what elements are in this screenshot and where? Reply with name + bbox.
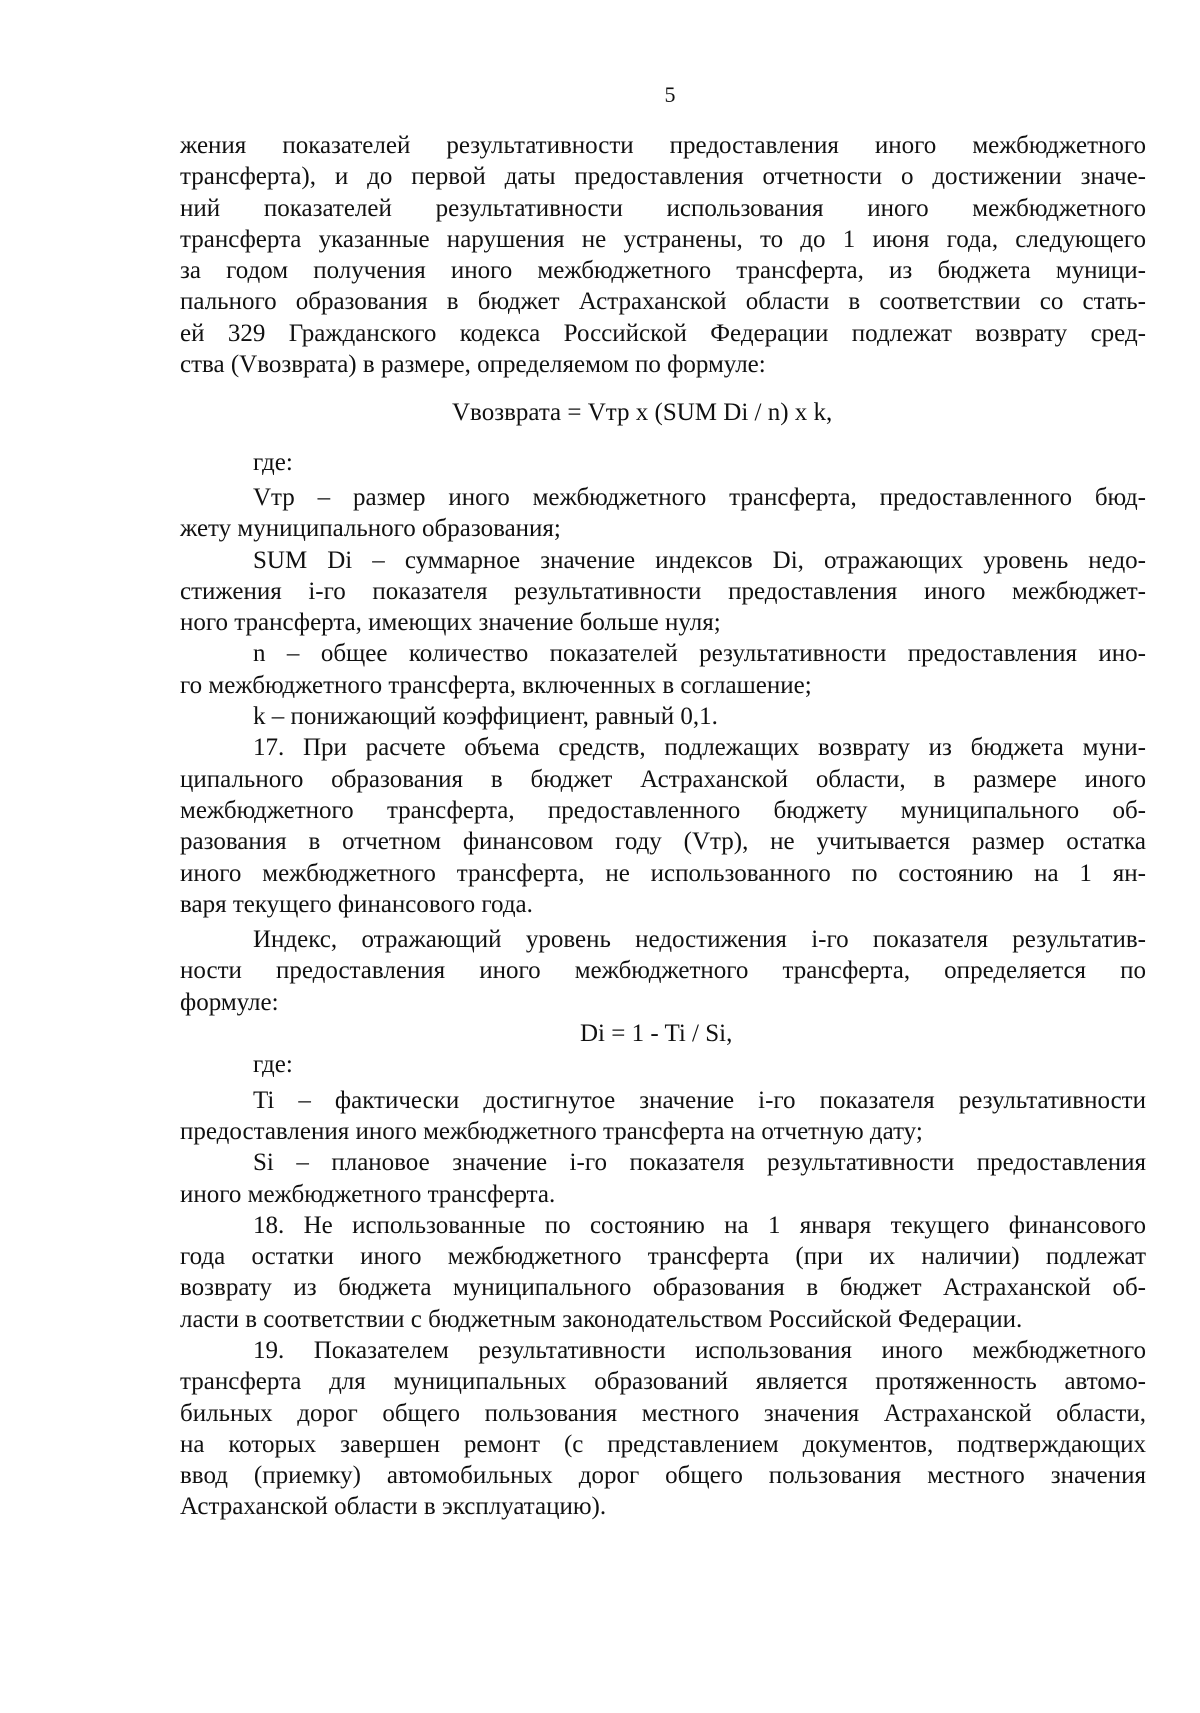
where-label: где:	[253, 1051, 293, 1079]
document-body	[180, 130, 1146, 1523]
text-line: жету муниципального образования;	[180, 515, 561, 543]
formula-return-amount: Vвозврата = Vтр x (SUM Di / n) x k,	[452, 399, 833, 427]
text-line: ласти в соответствии с бюджетным законодательством Российской Федерации.	[180, 1305, 1023, 1333]
definition-vtr: Vтр – размер иного межбюджетного трансферта, предоставленного бюд-	[253, 483, 1146, 511]
text-line: разования в отчетном финансовом году (Vтр), не учитывается размер остатка	[180, 828, 1146, 856]
definition-n: n – общее количество показателей результативности предоставления ино-	[253, 640, 1146, 668]
text-line: года остатки иного межбюджетного трансферта (при их наличии) подлежат	[180, 1243, 1146, 1271]
where-label: где:	[253, 448, 293, 476]
text-line: межбюджетного трансферта, предоставленного бюджету муниципального об-	[180, 796, 1146, 824]
text-line: предоставления иного межбюджетного трансферта на отчетную дату;	[180, 1117, 923, 1145]
text-line: го межбюджетного трансферта, включенных в соглашение;	[180, 671, 812, 699]
text-line: жения показателей результативности предоставления иного межбюджетного	[180, 132, 1146, 159]
index-paragraph: Индекс, отражающий уровень недостижения i-го показателя результатив-	[253, 926, 1146, 954]
text-line: формуле:	[180, 988, 279, 1016]
text-line: бильных дорог общего пользования местного значения Астраханской области,	[180, 1399, 1146, 1427]
definition-si: Si – плановое значение i-го показателя результативности предоставления	[253, 1149, 1146, 1177]
definition-sum-di: SUM Di – суммарное значение индексов Di, отражающих уровень недо-	[253, 546, 1146, 574]
text-line: иного межбюджетного трансферта, не использованного по состоянию на 1 ян-	[180, 859, 1146, 887]
text-line: варя текущего финансового года.	[180, 890, 533, 918]
text-line: на которых завершен ремонт (с представлением документов, подтверждающих	[180, 1430, 1146, 1458]
text-line: ний показателей результативности использования иного межбюджетного	[180, 194, 1146, 222]
text-line: возврату из бюджета муниципального образования в бюджет Астраханской об-	[180, 1274, 1146, 1302]
text-line: за годом получения иного межбюджетного трансферта, из бюджета муници-	[180, 257, 1146, 285]
text-line: Астраханской области в эксплуатацию).	[180, 1493, 607, 1521]
text-line: ей 329 Гражданского кодекса Российской Федерации подлежат возврату сред-	[180, 319, 1146, 347]
text-line: трансферта), и до первой даты предоставления отчетности о достижении значе-	[180, 163, 1146, 191]
paragraph-17: 17. При расчете объема средств, подлежащих возврату из бюджета муни-	[253, 734, 1146, 762]
definition-ti: Ti – фактически достигнутое значение i-го показателя результативности	[253, 1086, 1146, 1114]
text-line: трансферта указанные нарушения не устранены, то до 1 июня года, следующего	[180, 225, 1146, 253]
text-line: трансферта для муниципальных образований является протяженность автомо-	[180, 1368, 1146, 1396]
text-line: иного межбюджетного трансферта.	[180, 1180, 556, 1208]
text-line: ности предоставления иного межбюджетного трансферта, определяется по	[180, 957, 1146, 985]
paragraph-18: 18. Не использованные по состоянию на 1 января текущего финансового	[253, 1211, 1146, 1239]
text-line: ства (Vвозврата) в размере, определяемом по формуле:	[180, 351, 766, 379]
text-line: ципального образования в бюджет Астраханской области, в размере иного	[180, 765, 1146, 793]
definition-k: k – понижающий коэффициент, равный 0,1.	[253, 703, 718, 731]
text-line: ввод (приемку) автомобильных дорог общего пользования местного значения	[180, 1462, 1146, 1490]
formula-index-di: Di = 1 - Ti / Si,	[580, 1020, 733, 1048]
page-number: 5	[664, 82, 676, 107]
text-line: пального образования в бюджет Астраханской области в соответствии со стать-	[180, 288, 1146, 316]
text-line: стижения i-го показателя результативности предоставления иного межбюджет-	[180, 577, 1146, 605]
text-line: ного трансферта, имеющих значение больше нуля;	[180, 609, 721, 637]
paragraph-19: 19. Показателем результативности использования иного межбюджетного	[253, 1336, 1146, 1364]
